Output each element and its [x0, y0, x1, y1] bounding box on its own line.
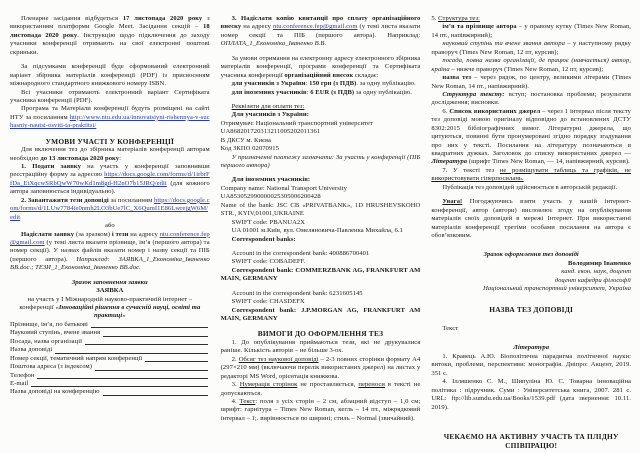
paragraph	[221, 202, 421, 219]
text-run: Обсяг тез наукової доповіді	[238, 355, 319, 363]
paragraph	[431, 268, 631, 276]
text-run: або	[104, 222, 115, 230]
paragraph	[221, 398, 421, 423]
paragraph	[221, 381, 421, 398]
text-run: Назва доповіді	[10, 346, 53, 354]
text-run: Отримувач: Національний транспортний університет	[220, 119, 373, 127]
text-run: :	[305, 80, 310, 88]
text-run: Назва доповіді на конференцію	[10, 388, 100, 396]
text-run: Реквізити для оплати тез:	[231, 102, 305, 110]
paragraph	[221, 307, 421, 324]
sample-application-caption	[10, 279, 210, 287]
paragraph	[221, 15, 421, 49]
paragraph	[221, 137, 421, 145]
text-run: 2.	[231, 355, 239, 363]
text-run: Correspondent bank: J.P.MORGAN AG, FRANKFURT AM MAIN, GERMANY	[220, 306, 421, 322]
text-run: E-mail	[10, 379, 29, 387]
text-run: Література	[431, 158, 468, 166]
text-run: Прізвище, ім’я, по батькові	[10, 320, 88, 328]
text-run: Company name: National Transport University	[220, 184, 347, 192]
heading-umovy-uchasti	[10, 137, 210, 146]
paragraph	[221, 250, 421, 258]
text-run: доцент кафедри філософії	[554, 276, 632, 284]
text-run: 1. Кравець А.Ю. Біополітична парадигма політичної науки: витоки, проблеми, перспективи: монографія. Дніпро: Акцент, 2019. 351 с.	[431, 352, 632, 377]
text-run: для учасників з України	[231, 80, 306, 88]
text-run: Надіслати заявку	[21, 230, 75, 238]
paragraph	[10, 222, 210, 230]
text-run: Нумерація сторінок	[239, 381, 298, 389]
text-run: Посада, назва організації	[10, 337, 82, 345]
text-run: науковий ступінь та вчене звання автора	[442, 40, 565, 48]
hyperlink[interactable]: https://docs.google.com/forms/d/1LUw7784ie0nmh2LO3bUe7lC_X6QumI1E86LwrejgW6M/edit	[10, 196, 210, 221]
text-run: канд. екон. наук, доцент	[561, 268, 632, 276]
text-run: (за зразком)	[74, 230, 112, 238]
text-run: Література	[513, 344, 550, 352]
text-run: Погоджуючись взяти участь у нашій інтернет-конференції, автор (автори) висловлює згоду на опублікування матеріалів своїх доповідей в мережі Інтернет. При використанні матеріалів конференції третіми особами посилання на автора є обов’язковим.	[431, 198, 632, 239]
paragraph	[10, 63, 210, 88]
text-run: назва тез	[442, 74, 472, 82]
text-run: Інноваційні рішення в сучасній науці, освіті та практиці	[58, 304, 201, 320]
paragraph	[431, 167, 631, 184]
text-run: SWIFT code: COBADEFF.	[231, 258, 306, 266]
text-run: Володимир Іваненко	[568, 259, 632, 267]
paragraph	[221, 89, 421, 97]
paragraph	[431, 57, 631, 74]
text-run: на участь у конференції заповнивши реєстраційну форму за адресою	[10, 163, 210, 179]
text-run: Account in the correspondent bank: 400886700401	[231, 249, 370, 257]
text-run: – 2-3 повних сторінки формату А4 (297×210 мм) (включаючи перелік використаних джерел) на листах у редакторі MS Word, орієнтація книжкова.	[220, 355, 421, 380]
paragraph	[431, 74, 631, 91]
paragraph	[10, 163, 210, 197]
text-run: 150 грн (з ПДВ)	[309, 80, 357, 88]
paragraph	[221, 290, 421, 298]
text-run: Код ЗКПО 02070915	[220, 145, 279, 153]
text-run: на участь у І Міжнародній науково-практичній інтернет – конференції «	[19, 295, 193, 312]
paragraph	[431, 23, 631, 40]
sample-thesis-caption	[431, 251, 631, 259]
paragraph	[221, 219, 421, 227]
paragraph	[431, 277, 631, 285]
text-run: вступ; постановка проблеми; результати дослідження; висновки.	[431, 90, 632, 107]
paragraph	[221, 227, 421, 235]
heading-nazva-tez	[431, 305, 631, 314]
paragraph	[431, 91, 631, 108]
text-run: на адресу	[128, 230, 160, 238]
form-line-phone	[10, 372, 210, 380]
text-run: (у темі листа вказати прізвище, ім’я (першого автора) та номер секції). У назвах файлів вказати номер і назву секції та ПІБ (першого автора).	[10, 238, 210, 263]
paragraph	[221, 111, 421, 119]
text-run: за посиланням	[108, 196, 155, 204]
text-run: . за одну публікацію.	[356, 80, 416, 88]
text-run: Текст	[442, 325, 459, 333]
literature-caption	[431, 344, 631, 352]
paragraph	[221, 193, 421, 201]
paragraph	[10, 146, 210, 163]
text-run: Телефон	[10, 371, 35, 379]
text-run: Структура тез:	[438, 15, 480, 22]
paragraph	[221, 356, 421, 381]
form-line-conference-title	[10, 388, 210, 396]
text-run: Поштова адреса (з індексом)	[10, 363, 93, 371]
paragraph	[431, 40, 631, 57]
text-run: НАЗВА ТЕЗ ДОПОВІДІ	[489, 304, 574, 314]
text-run: Name of the bank: JSC CB «PRIVATBANK», 1D HRUSHEVSKOHO STR., KYIV,01001,UKRAINE	[220, 201, 421, 218]
text-run: Список використаних джерел	[449, 107, 541, 115]
paragraph	[10, 231, 210, 273]
text-run: У призначенні платежу зазначати: За участь у конференції (ПІБ першого автора)	[220, 153, 421, 169]
paragraph	[221, 267, 421, 284]
paragraph	[10, 296, 210, 321]
closing-slogan	[431, 432, 631, 451]
text-run: 5.	[431, 15, 439, 22]
paragraph	[221, 145, 421, 153]
text-run: ftp://lib.sumdu.edu.ua/Books/1539.pdf	[451, 395, 556, 403]
text-run: не розміщувати таблиць та графіків, не використовувати гіперпосилань.	[431, 166, 632, 183]
paragraph	[221, 80, 421, 88]
text-run: 6 EUR (з ПДВ)	[310, 88, 355, 96]
hyperlink[interactable]: ntu.conference.fep@gmail.com	[272, 23, 358, 31]
text-run: 4.	[231, 397, 240, 405]
paragraph	[431, 378, 631, 412]
text-run: (шрифт Times New Roman, — 14, напівжирний, курсив).	[467, 158, 630, 166]
text-run: UA853052990000025305006200428	[220, 193, 321, 201]
paragraph	[431, 108, 631, 167]
text-run: (у темі листа вказати номер секції та ПІБ (першого автора). Наприклад:	[220, 23, 421, 39]
paragraph	[221, 154, 421, 171]
paragraph	[431, 325, 631, 333]
paragraph	[221, 236, 421, 244]
heading-zayavka	[10, 287, 210, 295]
text-run: ОПЛАТА_1_Економіка_Іваненко В.В.	[220, 40, 327, 48]
column-left	[10, 15, 210, 447]
text-run: 18 листопада 2020 року	[10, 23, 210, 39]
text-run: – через 1 інтервал після тексту тез доповіді мовою оригіналу відповідно до встановлених ДСТУ 8302:2015 бібліографічних вимог. Літературні джерела, що цитуються, повинні бути пронумеровані згідно порядку згадування про них у тексті. Посилання на літературу позначаються в квадратних дужках. Заголовок до списку використаних джерел —	[431, 107, 632, 157]
text-run: УМОВИ УЧАСТІ У КОНФЕРЕНЦІЇ	[45, 136, 175, 146]
form-line-section	[10, 355, 210, 363]
text-run: За умови отримання на електронну адресу електронного збірника матеріалів конференції, програми конференції та Сертифіката учасника конференції	[220, 54, 421, 79]
text-run: 6.	[442, 107, 450, 115]
sample-author-name	[431, 260, 631, 268]
paragraph	[10, 15, 210, 57]
text-run: Зразок оформлення тез доповіді	[483, 251, 579, 259]
text-run: 17 листопада 2020 року	[122, 15, 203, 22]
text-run: ім’я та прізвище автора	[442, 23, 517, 31]
paragraph	[221, 339, 421, 356]
hyperlink[interactable]: ntu.conference.fep@gmail.com	[10, 230, 210, 246]
text-run: 4. Ілляшенко С. М., Шипуліна Ю. С. Товарна інноваційна політика : підручник. Суми : Університетська книга, 2007. 281 с. URL:	[431, 378, 632, 403]
form-line-report-title	[10, 346, 210, 354]
text-run: 2. Завантажити тези доповіді	[21, 196, 109, 204]
text-run: UA868201720313211005202011361	[220, 128, 321, 136]
text-run: за одну публікацію.	[354, 88, 412, 96]
text-run: 1. До опублікування приймаються тези, які не друкувалися раніше. Кількість авторів – не більше 3-ох.	[220, 338, 421, 355]
text-run: Науковий ступінь, вчене звання	[10, 329, 101, 337]
text-run: не проставляється,	[297, 381, 359, 389]
form-line-full-name	[10, 321, 210, 329]
text-run: Текст	[239, 397, 256, 405]
text-run: Публікація тез доповідей здійснюється в авторській редакції.	[442, 183, 618, 191]
text-run: Програма та Матеріали конференції будуть розміщені на сайті НТУ за посиланням	[10, 105, 210, 121]
text-run: Увага!	[442, 198, 463, 206]
text-run: ЧЕКАЄМО НА АКТИВНУ УЧАСТЬ ТА ПЛІДНУ СПІВПРАЦЮ!	[443, 431, 619, 451]
text-run: Для включення тез до збірника матеріалів конференції авторам необхідно	[10, 146, 210, 162]
text-run: (для кожного автора заповнюється індивідуально).	[10, 179, 210, 196]
text-run: : поля з усіх сторін – 2 см, абзацний відступ – 1,0 см; шрифт: гарнітура – Times New Roman, кегль – 14 пт., міжрядковий інтервал – 1;. вирівнюється по ширині; стиль – Normal (звичайний).	[220, 397, 421, 422]
form-line-position	[10, 338, 210, 346]
attention-note	[431, 198, 631, 240]
text-run: посада, повна назва організації, де працює (навчається) автор, країна	[431, 57, 632, 73]
text-run: ВИМОГИ ДО ОФОРМЛЕННЯ ТЕЗ	[257, 329, 384, 339]
text-run: 7. У тексті тез	[442, 166, 500, 174]
text-run: для іноземних учасників	[231, 88, 307, 96]
text-run: переноси	[358, 381, 385, 389]
text-run: . Інструкцію щодо підключення до заходу учасники конференції отримають на свої електронні поштові скриньки.	[10, 31, 210, 56]
text-run: Для іноземних учасників:	[231, 176, 311, 184]
text-run: :	[119, 154, 122, 162]
paragraph	[431, 15, 631, 23]
text-run: Correspondent bank: COMMERZBANK AG, FRANKFURT AM MAIN, GERMANY	[220, 266, 421, 283]
paragraph	[221, 128, 421, 136]
text-run: Наприклад: ЗАЯВКА_1_Економіка_Іваненко ВВ.doc.; ТЕЗИ_1_Економіка_Іваненко ВВ.doc.	[10, 255, 210, 272]
text-run: :	[306, 88, 311, 96]
text-run: В ДКСУ м. Києва	[220, 136, 272, 144]
text-run: »	[122, 312, 126, 320]
paragraph	[221, 55, 421, 80]
paragraph	[431, 285, 631, 293]
paragraph	[221, 185, 421, 193]
text-run: організаційний внесок	[284, 71, 354, 79]
text-run: Пленарне засідання відбудеться	[21, 15, 123, 22]
text-run: За підсумками конференції буде сформований електронний варіант збірника матеріалів конференції (PDF) із присвоєнням міжнародного стандартного книжкового номеру ISBN.	[10, 63, 210, 88]
heading-vymohy	[221, 329, 421, 338]
form-line-postal-address	[10, 363, 210, 371]
form-line-email	[10, 380, 210, 388]
text-run: Для учасників з України:	[231, 111, 309, 119]
text-run: – через рядок, по центру, великими літерами (Times New Roman, 14 пт., напівжирний).	[431, 74, 632, 90]
text-run: – нижче праворуч (Times New Roman, 12 пт, курсив);	[449, 65, 604, 73]
paragraph	[221, 258, 421, 266]
column-right	[431, 15, 632, 451]
text-run: (дата звернення: 10.11. 2019).	[431, 395, 632, 411]
paragraph	[221, 176, 421, 184]
text-run: Account in the correspondent bank: 6231605145	[231, 289, 363, 297]
text-run: до 13 листопада 2020 року	[40, 154, 120, 162]
text-run: Структура тексту:	[442, 90, 505, 98]
text-run: в тексті не допускаються.	[220, 381, 421, 397]
text-run: SWIFT code: PBANUA2X	[231, 218, 306, 226]
text-run: і тези	[111, 230, 129, 238]
text-run: – у правому кутку (Times New Roman, 14 пт., напівжирний);	[431, 23, 632, 39]
text-run: 3.	[231, 381, 240, 389]
paragraph	[10, 89, 210, 106]
text-run: UA 01001 м.Київ, вул. Омеляновича-Павленка Михайла, 6.1	[231, 227, 403, 235]
text-run: на адресу	[241, 23, 273, 31]
text-run: з використанням платформи Google Meet. Засідання секцій –	[10, 15, 210, 31]
form-line-degree	[10, 329, 210, 337]
text-run: ЗАЯВКА	[96, 287, 124, 295]
paragraph	[431, 353, 631, 378]
paragraph	[221, 298, 421, 306]
hyperlink[interactable]: https://docs.google.com/forms/d/1irbrFfDa_EtXqcwSRbQwW70wKd1m8gd-H2nO7b15JRQ/edit	[10, 171, 210, 187]
hyperlink[interactable]: http://www.ntu.edu.ua/innovatsiyni-rishennya-v-suchasniy-nautsi-osviti-ta-praktitsi/	[10, 113, 210, 130]
paragraph	[10, 105, 210, 130]
text-run: 1. Подати заявку	[21, 163, 81, 171]
text-run: Зразок заповнення заявки	[71, 278, 148, 286]
text-run: 3. Надіслати копію квитанції про сплату організаційного внеску	[220, 15, 421, 31]
text-run: Correspondent banks:	[231, 235, 296, 243]
paragraph	[10, 197, 210, 222]
text-run: Всі учасники отримають електронний варіант Сертифіката учасника конференції (PDF).	[10, 88, 210, 104]
text-run: SWIFT code: CHASDEFX	[231, 298, 305, 306]
text-run: Номер секції, тематичний напрям конференції	[10, 354, 143, 362]
paragraph	[431, 184, 631, 192]
text-run: – у наступному рядку праворуч (Times New Roman, 12 пт, курсив);	[431, 40, 632, 56]
paragraph	[221, 120, 421, 128]
column-middle	[221, 15, 421, 447]
text-run: Національний транспортний університет, Україна	[483, 285, 632, 293]
text-run: складає:	[353, 71, 379, 79]
payment-details-caption	[221, 103, 421, 111]
